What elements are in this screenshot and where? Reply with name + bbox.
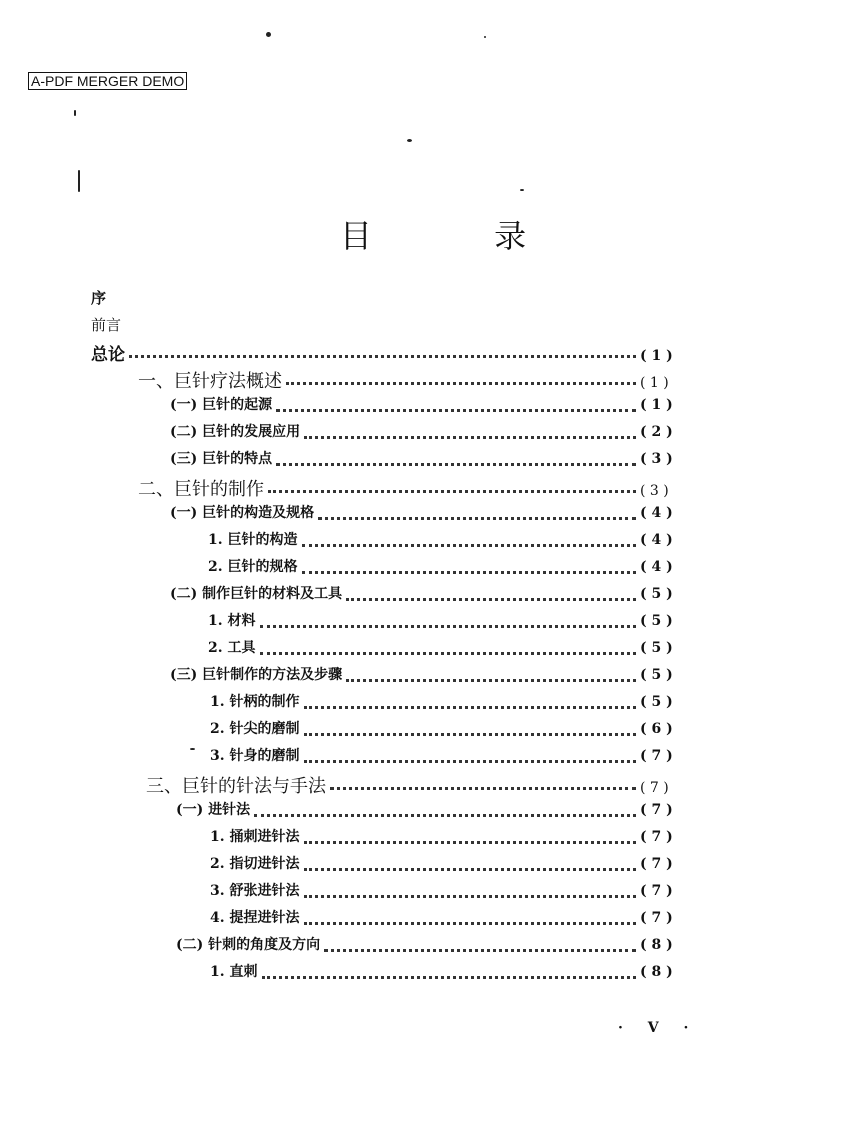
toc-leader-dots	[304, 922, 637, 925]
toc-entry[interactable]	[210, 826, 690, 852]
toc-entry[interactable]	[138, 367, 690, 393]
toc-leader-dots	[129, 355, 636, 358]
toc-entry[interactable]	[176, 799, 690, 825]
toc-leader-dots	[304, 760, 637, 763]
toc-entry-label: 1. 材料	[208, 613, 256, 629]
toc-entry-page: ( 2 )	[640, 424, 673, 440]
toc-entry[interactable]	[210, 745, 690, 771]
toc-entry-label: 2. 工具	[208, 640, 256, 656]
toc-entry-page: ( 5 )	[640, 613, 673, 629]
toc-entry-page: ( 7 )	[640, 829, 673, 845]
toc-entry-label: 1. 直刺	[210, 964, 258, 980]
toc-entry-label: 3. 舒张进针法	[210, 883, 300, 899]
toc-entry[interactable]	[170, 502, 690, 528]
toc-entry[interactable]	[208, 610, 690, 636]
toc-leader-dots	[268, 490, 636, 493]
toc-entry-page: ( 1 )	[640, 375, 669, 391]
toc-leader-dots	[346, 679, 636, 682]
toc-entry-label: (二) 针刺的角度及方向	[176, 937, 321, 953]
toc-entry-page: ( 4 )	[640, 505, 673, 521]
toc-leader-dots	[260, 625, 637, 628]
toc-entry-label: (一) 巨针的构造及规格	[170, 505, 315, 521]
toc-entry-page: ( 7 )	[640, 780, 669, 796]
toc-leader-dots	[304, 733, 637, 736]
scan-speck	[520, 189, 524, 191]
toc-entry-label: 三、巨针的针法与手法	[146, 776, 326, 797]
toc-entry-label: (三) 巨针的特点	[170, 451, 273, 467]
toc-entry[interactable]	[210, 853, 690, 879]
toc-entry-label: (三) 巨针制作的方法及步骤	[170, 667, 343, 683]
toc-entry-label: 1. 针柄的制作	[210, 694, 300, 710]
toc-entry-page: ( 7 )	[640, 883, 673, 899]
toc-leader-dots	[262, 976, 637, 979]
toc-entry[interactable]	[210, 907, 690, 933]
toc-entry[interactable]	[210, 691, 690, 717]
toc-leader-dots	[302, 544, 637, 547]
toc-entry[interactable]	[170, 421, 690, 447]
toc-entry-label: 2. 针尖的磨制	[210, 721, 300, 737]
toc-entry-label: 1. 巨针的构造	[208, 532, 298, 548]
toc-leader-dots	[304, 895, 637, 898]
toc-entry[interactable]	[210, 961, 690, 987]
toc-leader-dots	[260, 652, 637, 655]
toc-entry-label: 4. 提捏进针法	[210, 910, 300, 926]
toc-entry[interactable]	[170, 664, 690, 690]
toc-entry-label: 1. 捅刺进针法	[210, 829, 300, 845]
toc-entry-page: ( 6 )	[640, 721, 673, 737]
toc-entry-label: (二) 制作巨针的材料及工具	[170, 586, 343, 602]
toc-entry-label: 2. 指切进针法	[210, 856, 300, 872]
toc-entry-page: ( 4 )	[640, 532, 673, 548]
toc-entry-page: ( 5 )	[640, 694, 673, 710]
toc-leader-dots	[330, 787, 636, 790]
toc-entry[interactable]	[176, 934, 690, 960]
page-number: · Ⅴ ·	[618, 1020, 699, 1036]
toc-entry-page: ( 7 )	[640, 856, 673, 872]
scan-speck	[74, 110, 76, 116]
toc-entry-label: 2. 巨针的规格	[208, 559, 298, 575]
toc-entry-page: ( 7 )	[640, 802, 673, 818]
toc-entry-page: ( 5 )	[640, 667, 673, 683]
toc-entry-page: ( 7 )	[640, 748, 673, 764]
toc-entry[interactable]	[170, 448, 690, 474]
toc-entry[interactable]	[208, 637, 690, 663]
scan-speck	[266, 32, 271, 37]
toc-entry[interactable]	[208, 529, 690, 555]
toc-leader-dots	[304, 436, 636, 439]
toc-entry-page: ( 3 )	[640, 483, 669, 499]
toc-leader-dots	[286, 382, 636, 385]
toc-entry-label: (一) 进针法	[176, 802, 251, 818]
toc-leader-dots	[304, 706, 637, 709]
toc-leader-dots	[346, 598, 636, 601]
toc-entry-page: ( 8 )	[640, 964, 673, 980]
toc-leader-dots	[302, 571, 637, 574]
preface-item-2: 前言	[91, 316, 122, 334]
toc-entry-page: ( 5 )	[640, 640, 673, 656]
toc-entry[interactable]	[208, 556, 690, 582]
toc-entry[interactable]	[210, 718, 690, 744]
toc-entry-page: ( 7 )	[640, 910, 673, 926]
toc-leader-dots	[318, 517, 636, 520]
scan-speck	[78, 170, 80, 192]
toc-entry-page: ( 3 )	[640, 451, 673, 467]
toc-entry[interactable]	[170, 583, 690, 609]
toc-entry-page: ( 5 )	[640, 586, 673, 602]
toc-entry-label: 3. 针身的磨制	[210, 748, 300, 764]
toc-entry[interactable]	[138, 475, 690, 501]
toc-entry[interactable]	[170, 394, 690, 420]
scan-speck	[407, 139, 412, 142]
toc-leader-dots	[324, 949, 636, 952]
toc-entry-label: (二) 巨针的发展应用	[170, 424, 301, 440]
toc-entry-label: 总论	[91, 345, 125, 365]
toc-entry[interactable]	[210, 880, 690, 906]
toc-leader-dots	[304, 841, 637, 844]
toc-entry-label: 二、巨针的制作	[138, 479, 264, 500]
toc-entry-page: ( 1 )	[640, 397, 673, 413]
watermark-label: A-PDF MERGER DEMO	[28, 72, 187, 90]
toc-entry[interactable]	[91, 340, 690, 366]
scan-speck	[190, 748, 195, 750]
toc-leader-dots	[254, 814, 636, 817]
toc-entry-page: ( 8 )	[640, 937, 673, 953]
page-title: 目 录	[339, 217, 583, 256]
toc-entry[interactable]	[146, 772, 690, 798]
toc-leader-dots	[304, 868, 637, 871]
toc-leader-dots	[276, 409, 636, 412]
preface-item-1: 序	[91, 289, 107, 307]
toc-entry-label: 一、巨针疗法概述	[138, 371, 282, 392]
toc-entry-page: ( 1 )	[640, 348, 673, 364]
toc-entry-label: (一) 巨针的起源	[170, 397, 273, 413]
toc-entry-page: ( 4 )	[640, 559, 673, 575]
toc-leader-dots	[276, 463, 636, 466]
scan-speck	[484, 36, 486, 38]
